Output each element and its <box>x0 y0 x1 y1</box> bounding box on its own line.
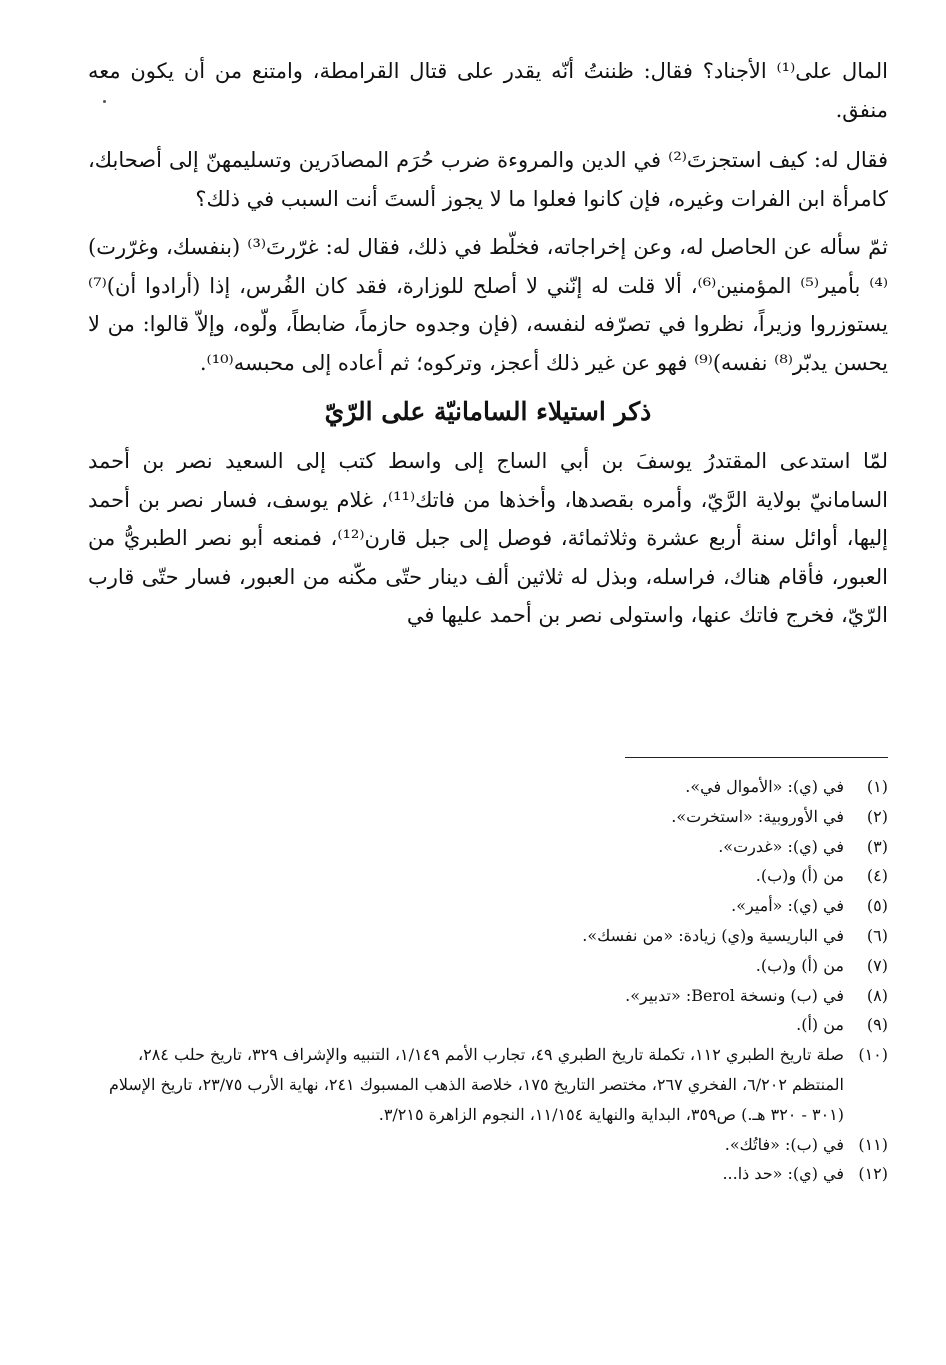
footnote-text: من (أ) و(ب). <box>755 866 844 886</box>
footnote-text: في (ي): «أمير». <box>731 896 844 916</box>
section-heading: ذكر استيلاء السامانيّة على الرّيّ <box>324 397 652 426</box>
footnote-text: صلة تاريخ الطبري ١١٢، تكملة تاريخ الطبري ٤٩، تجارب الأمم ١/١٤٩، التنبيه والإشراف ٣٢٩، تاريخ حلب ٢٨٤، المنتظم ٦/٢٠٢، الفخري ٢٦٧، مختصر التاريخ ١٧٥، خلاصة الذهب المسبوك ٢٤١، نهاية الأرب ٢٣/٧٥، تاريخ الإسلام (٣٠١ - ٣٢٠ هـ.) ص٣٥٩، البداية والنهاية ١١/١٥٤، النجوم الزاهرة ٣/٢١٥. <box>108 1045 844 1124</box>
footnote-4 <box>88 861 888 891</box>
footnote-number: (٤) <box>866 866 888 886</box>
footnote-8 <box>88 981 888 1011</box>
footnote-9 <box>88 1010 888 1040</box>
footnote-11 <box>88 1130 888 1160</box>
footnote-text: في (ي): «الأموال في». <box>685 777 844 796</box>
footnote-5 <box>88 891 888 921</box>
paragraph-4: لمّا استدعى المقتدرُ يوسفَ بن أبي الساج إلى واسط كتب إلى السعيد نصر بن أحمد السامانيّ بولاية الرَّيّ، وأمره بقصدها، وأخذها من فاتك⁽¹¹⁾، غلام يوسف، فسار نصر بن أحمد إليها، أوائل سنة أربع عشرة وثلاثمائة، فوصل إلى جبل قارن⁽¹²⁾، فمنعه أبو نصر الطبريُّ من العبور، فأقام هناك، فراسله، وبذل له ثلاثين ألف دينار حتّى مكّنه من العبور، فسار حتّى قارب الرّيّ، فخرج فاتك عنها، واستولى نصر بن أحمد عليها في <box>88 449 889 627</box>
footnote-12 <box>88 1159 888 1189</box>
footnote-text: في الباريسية و(ي) زيادة: «من نفسك». <box>582 925 844 945</box>
footnote-1 <box>88 772 888 802</box>
footnote-number: (١٠) <box>858 1045 888 1065</box>
footnote-7 <box>88 951 888 981</box>
paragraph-2: فقال له: كيف استجزتَ⁽²⁾ في الدين والمروءة ضرب حُرَم المصادَرين وتسليمهنّ إلى أصحابك، كامرأة ابن الفرات وغيره، فإن كانوا فعلوا ما لا يجوز ألستَ أنت السبب في ذلك؟ <box>88 148 888 211</box>
footnote-number: (٣) <box>866 836 888 856</box>
footnote-text: في (ي): «غدرت». <box>718 836 844 856</box>
footnote-divider <box>625 757 888 758</box>
footnote-number: (١) <box>866 777 888 796</box>
paragraph-3: ثمّ سأله عن الحاصل له، وعن إخراجاته، فخلّط في ذلك، فقال له: غرّرتَ⁽³⁾ (بنفسك، وغرّرت)⁽⁴⁾ بأمير⁽⁵⁾ المؤمنين⁽⁶⁾، ألا قلت له إنّني لا أصلح للوزارة، فقد كان الفُرس، إذا (أرادوا أن)⁽⁷⁾ يستوزروا وزيراً، نظروا في تصرّفه لنفسه، (فإن وجدوه حازماً، ضابطاً، ولّوه، وإلاّ قالوا: من لا يحسن يدبّر⁽⁸⁾ نفسه)⁽⁹⁾ فهو عن غير ذلك أعجز، وتركوه؛ ثم أعاده إلى محبسه⁽¹⁰⁾. <box>88 235 889 375</box>
footnote-number: (١٢) <box>858 1164 888 1184</box>
footnote-number: (٨) <box>866 985 888 1005</box>
footnote-2 <box>88 802 888 832</box>
footnote-3 <box>88 832 888 862</box>
footnote-number: (٥) <box>866 896 888 916</box>
footnote-number: (٩) <box>866 1015 888 1035</box>
footnote-number: (٧) <box>866 955 888 975</box>
footnote-text: في (ي): «حد ذا... <box>722 1164 844 1184</box>
footnote-text: في (ب): «فاتُك». <box>724 1134 844 1154</box>
footnote-10 <box>88 1040 888 1129</box>
footnote-text: من (أ) و(ب). <box>755 955 844 975</box>
footnote-text: من (أ). <box>796 1015 844 1035</box>
paragraph-1: المال على⁽¹⁾ الأجناد؟ فقال: ظننتُ أنّه يقدر على قتال القرامطة، وامتنع من أن يكون معه منفق. <box>88 59 889 122</box>
footnote-text: في (ب) ونسخة Berol: «تدبير». <box>625 985 844 1005</box>
footnotes <box>88 772 888 1189</box>
footnote-number: (٢) <box>866 806 888 826</box>
footnote-number: (٦) <box>866 925 888 945</box>
main-text <box>88 52 888 645</box>
footnote-6 <box>88 921 888 951</box>
footnote-text: في الأوروبية: «استخرت». <box>671 806 844 826</box>
footnote-number: (١١) <box>858 1134 888 1154</box>
